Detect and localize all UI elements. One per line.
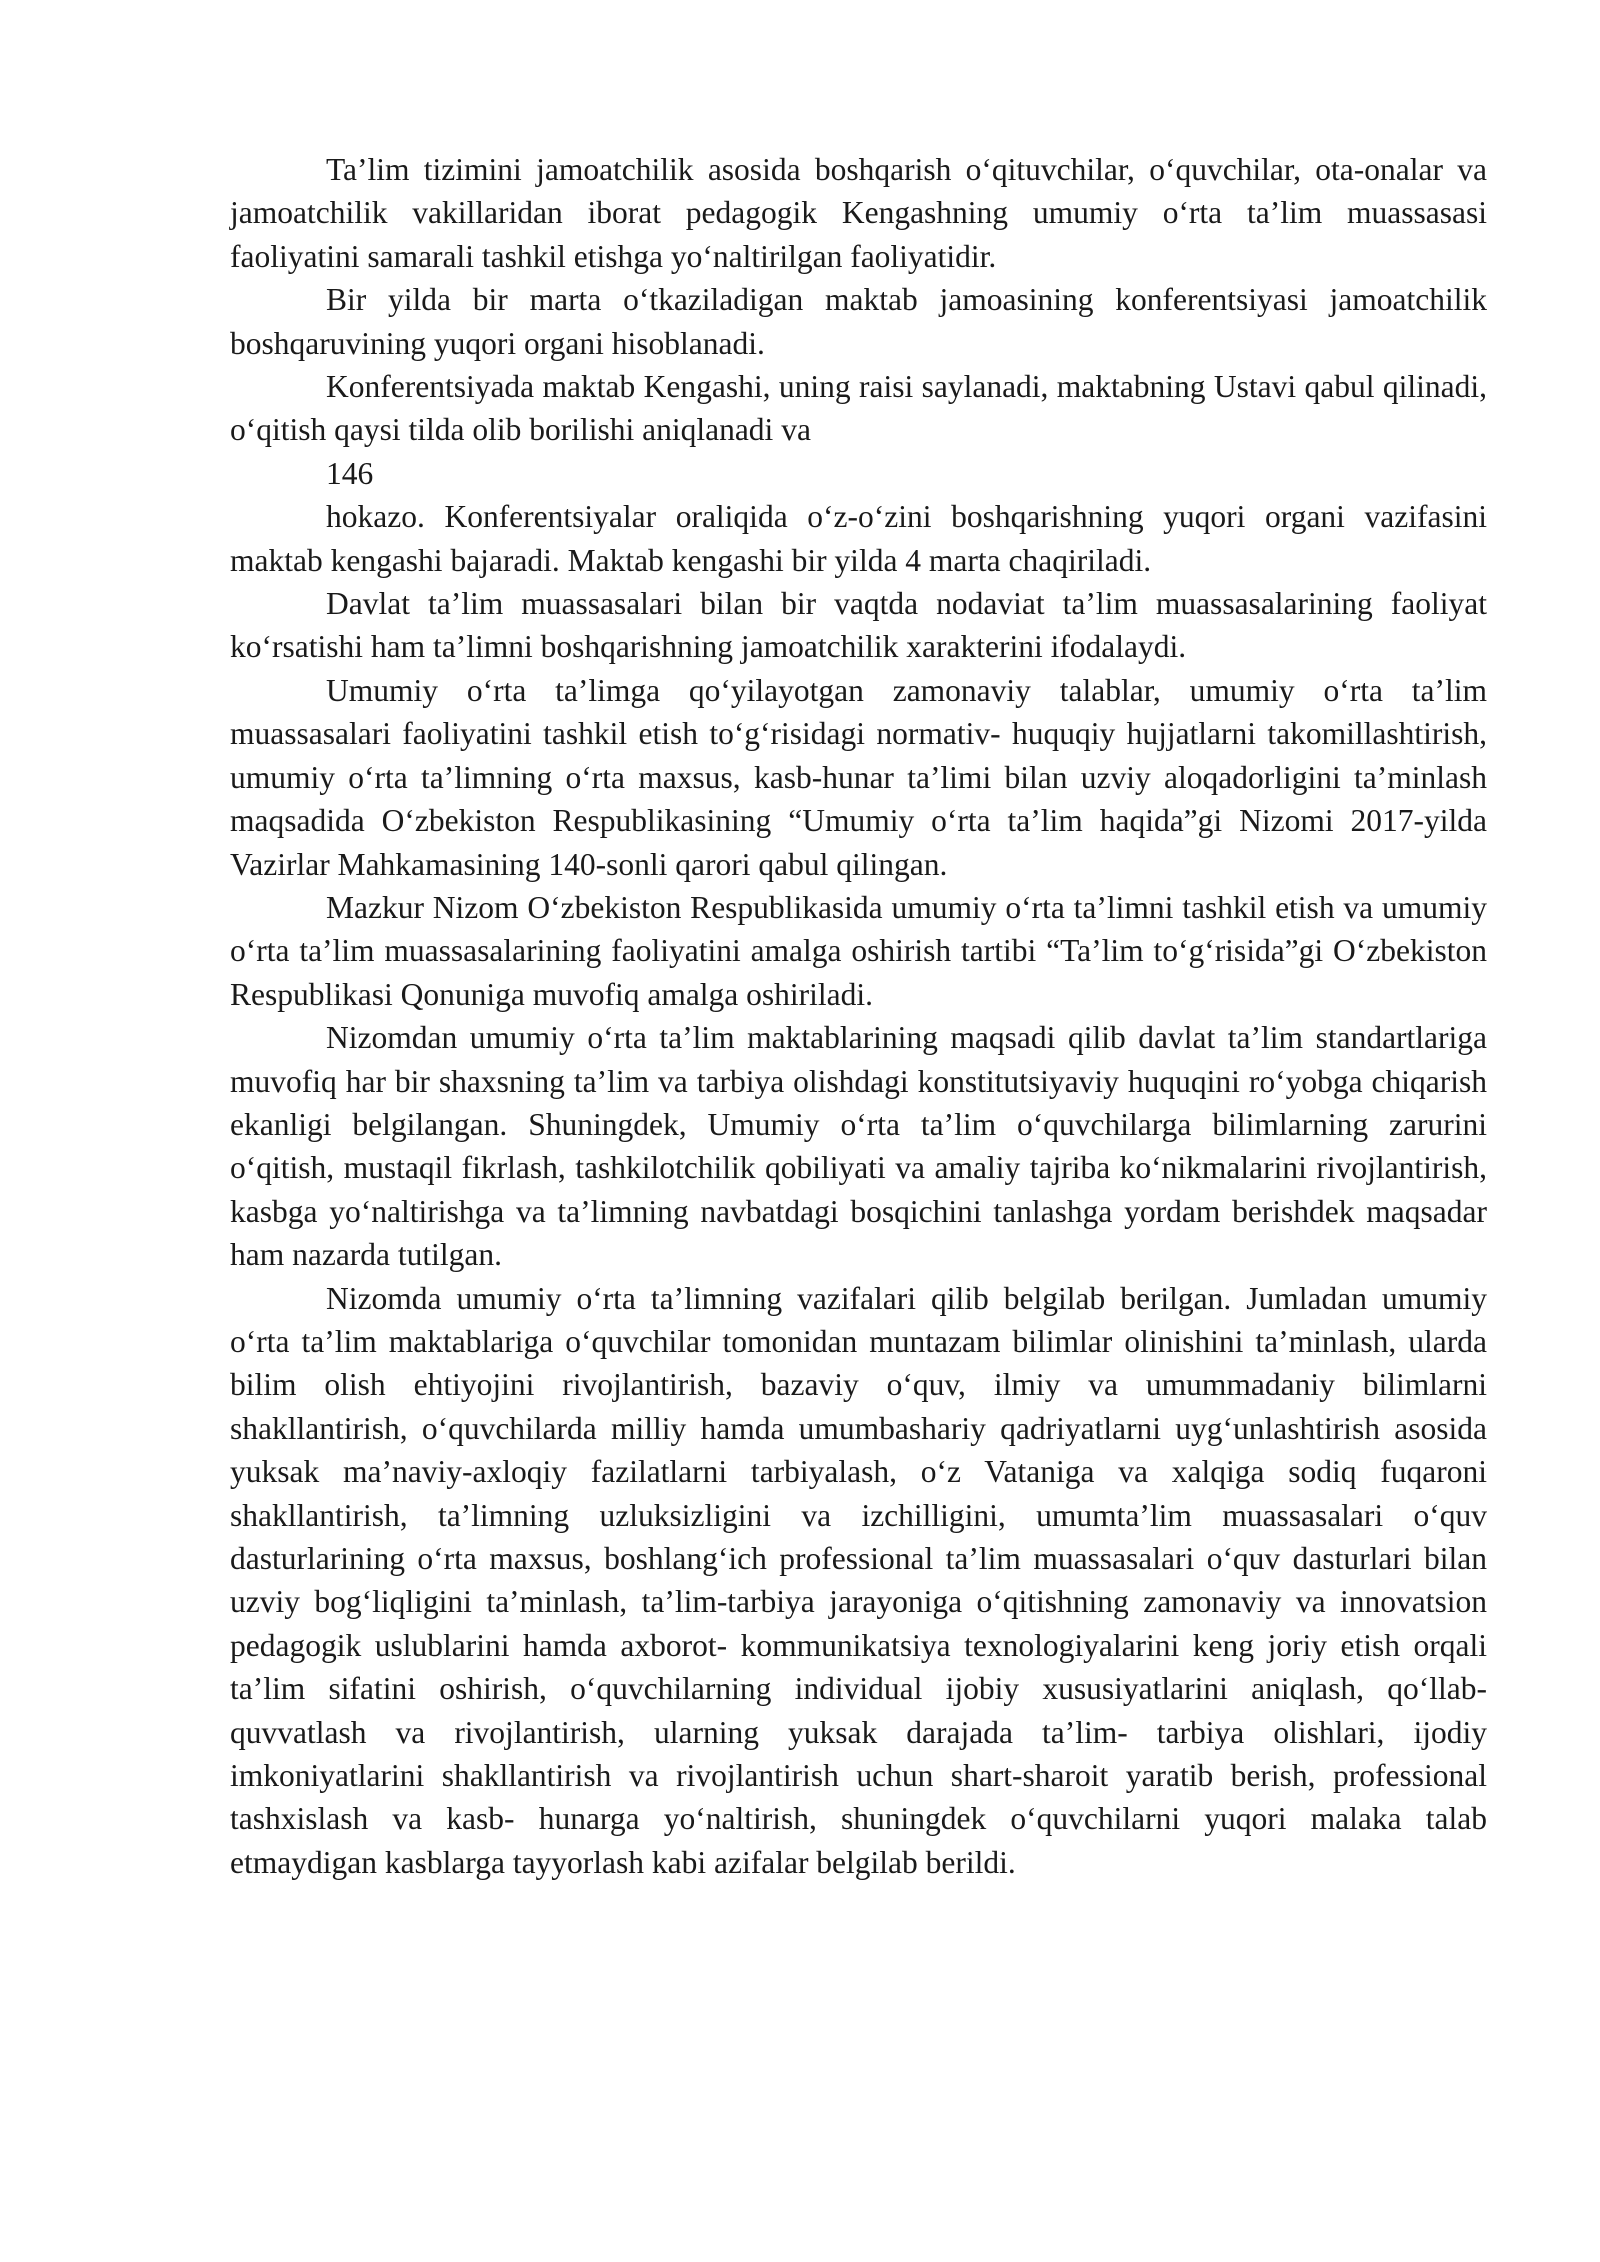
paragraph-3: Konferentsiyada maktab Kengashi, uning raisi saylanadi, maktabning Ustavi qabul qilinadi, o‘qitish qaysi tilda olib borilishi aniqlanadi va	[230, 369, 1487, 448]
paragraph-2: Bir yilda bir marta o‘tkaziladigan maktab jamoasining konferentsiyasi jamoatchilik boshqaruvining yuqori organi hisoblanadi.	[230, 282, 1487, 361]
paragraph-1: Ta’lim tizimini jamoatchilik asosida boshqarish o‘qituvchilar, o‘quvchilar, ota-onalar va jamoatchilik vakillaridan iborat pedagogik Kengashning umumiy o‘rta ta’lim muassasasi faoliyatini samarali tashkil etishga yo‘naltirilgan faoliyatidir.	[230, 152, 1487, 274]
paragraph-6: Mazkur Nizom O‘zbekiston Respublikasida umumiy o‘rta ta’limni tashkil etish va umumiy o‘rta ta’lim muassasalarining faoliyatini amalga oshirish tartibi “Ta’lim to‘g‘risida”gi O‘zbekiston Respublikasi Qonuniga muvofiq amalga oshiriladi.	[230, 889, 1487, 1012]
paragraph-5: Umumiy o‘rta ta’limga qo‘yilayotgan zamonaviy talablar, umumiy o‘rta ta’lim muassasalari faoliyatini tashkil etish to‘g‘risidagi normativ- huquqiy hujjatlarni takomillashtirish, umumiy o‘rta ta’limning o‘rta maxsus, kasb-hunar ta’limi bilan uzviy aloqadorligini ta’minlash maqsadida O‘zbekiston Respublikasining “Umumiy o‘rta ta’lim haqida”gi Nizomi 2017-yilda Vazirlar Mahkamasining 140-sonli qarori qabul qilingan.	[230, 672, 1487, 882]
page-number: 146	[326, 455, 374, 491]
paragraph-4: Davlat ta’lim muassasalari bilan bir vaqtda nodaviat ta’lim muassasalarining faoliyat ko‘rsatishi ham ta’limni boshqarishning jamoatchilik xarakterini ifodalaydi.	[230, 586, 1487, 665]
paragraph-8: Nizomda umumiy o‘rta ta’limning vazifalari qilib belgilab berilgan. Jumladan umumiy o‘rta ta’lim maktablariga o‘quvchilar tomonidan muntazam bilimlar olinishini ta’minlash, ularda bilim olish ehtiyojini rivojlantirish, bazaviy o‘quv, ilmiy va umummadaniy bilimlarni shakllantirish, o‘quvchilarda milliy hamda umumbashariy qadriyatlarni uyg‘unlashtirish asosida yuksak ma’naviy-axloqiy fazilatlarni tarbiyalash, o‘z Vataniga va xalqiga sodiq fuqaroni shakllantirish, ta’limning uzluksizligini va izchilligini, umumta’lim muassasalari o‘quv dasturlarining o‘rta maxsus, boshlang‘ich professional ta’lim muassasalari o‘quv dasturlari bilan uzviy bog‘liqligini ta’minlash, ta’lim-tarbiya jarayoniga o‘qitishning zamonaviy va innovatsion pedagogik uslublarini hamda axborot- kommunikatsiya texnologiyalarini keng joriy etish orqali ta’lim sifatini oshirish, o‘quvchilarning individual ijobiy xususiyatlarini aniqlash, qo‘llab-quvvatlash va rivojlantirish, ularning yuksak darajada ta’lim- tarbiya olishlari, ijodiy imkoniyatlarini shakllantirish va rivojlantirish uchun shart-sharoit yaratib berish, professional tashxislash va kasb- hunarga yo‘naltirish, shuningdek o‘quvchilarni yuqori malaka talab etmaydigan kasblarga tayyorlash kabi azifalar belgilab berildi.	[230, 1280, 1487, 1880]
paragraph-continuation: hokazo. Konferentsiyalar oraliqida o‘z-o‘zini boshqarishning yuqori organi vazifasini maktab kengashi bajaradi. Maktab kengashi bir yilda 4 marta chaqiriladi.	[230, 499, 1487, 578]
paragraph-7: Nizomdan umumiy o‘rta ta’lim maktablarining maqsadi qilib davlat ta’lim standartlariga muvofiq har bir shaxsning ta’lim va tarbiya olishdagi konstitutsiyaviy huquqini ro‘yobga chiqarish ekanligi belgilangan. Shuningdek, Umumiy o‘rta ta’lim o‘quvchilarga bilimlarning zarurini o‘qitish, mustaqil fikrlash, tashkilotchilik qobiliyati va amaliy tajriba ko‘nikmalarini rivojlantirish, kasbga yo‘naltirishga va ta’limning navbatdagi bosqichini tanlashga yordam berishdek maqsadar ham nazarda tutilgan.	[230, 1020, 1487, 1273]
document-page	[230, 148, 1487, 1884]
